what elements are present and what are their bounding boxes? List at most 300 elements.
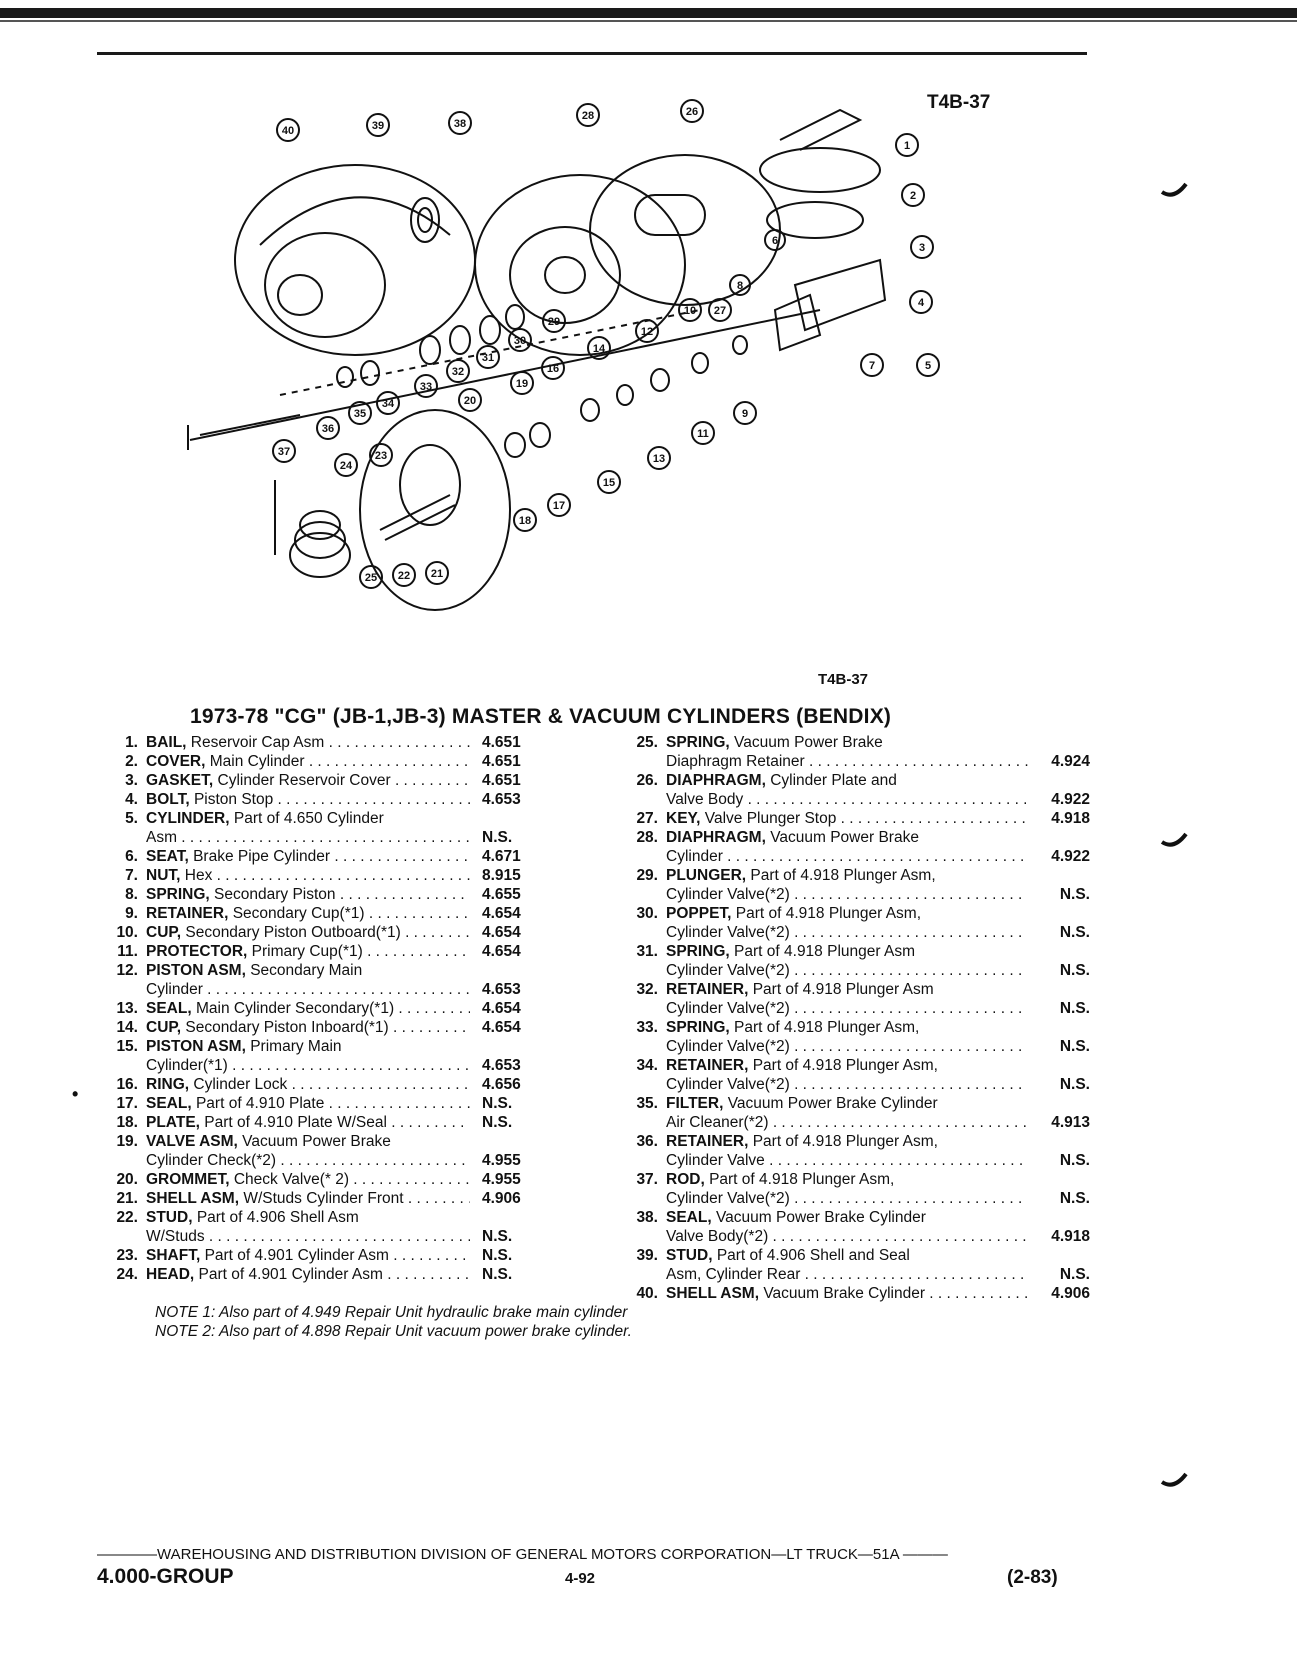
- part-desc-text: W/Studs: [146, 1228, 205, 1245]
- group-number: 4.906: [1051, 1285, 1090, 1302]
- part-desc-text: Secondary Main: [250, 962, 363, 979]
- part-number: [612, 1265, 666, 1284]
- part-row: [612, 999, 1090, 1018]
- margin-tick-mark: [1160, 832, 1188, 850]
- part-row: [92, 828, 562, 847]
- part-name: PISTON ASM,: [146, 1038, 246, 1055]
- part-number: [92, 980, 146, 999]
- callout-2: 2: [909, 190, 917, 202]
- group-number: N.S.: [1059, 886, 1090, 903]
- exploded-diagram: [180, 95, 1030, 650]
- part-row: [92, 1227, 562, 1246]
- part-number: 12.: [116, 962, 138, 979]
- part-name: FILTER,: [666, 1095, 724, 1112]
- group-number: N.S.: [1059, 924, 1090, 941]
- part-row: [612, 1246, 1090, 1265]
- part-description: [146, 942, 470, 961]
- part-row: [92, 847, 562, 866]
- note-1: NOTE 1: Also part of 4.949 Repair Unit hydraulic brake main cylinder: [155, 1304, 628, 1321]
- page-title: 1973-78 "CG" (JB-1,JB-3) MASTER & VACUUM CYLINDERS (BENDIX): [190, 705, 892, 728]
- part-description: [146, 1265, 470, 1284]
- group-number: 4.651: [482, 772, 521, 789]
- part-row: [612, 1132, 1090, 1151]
- group-number: 4.918: [1051, 810, 1090, 827]
- part-description: [666, 1227, 1028, 1246]
- part-row: [612, 1018, 1090, 1037]
- callout-22: 22: [397, 570, 411, 582]
- part-name: BAIL,: [146, 734, 187, 751]
- part-number: 5.: [125, 810, 138, 827]
- part-row: [612, 942, 1090, 961]
- group-number: 4.922: [1051, 791, 1090, 808]
- part-row: [612, 1113, 1090, 1132]
- part-name: POPPET,: [666, 905, 732, 922]
- callout-7: 7: [868, 360, 876, 372]
- part-desc-text: Piston Stop: [193, 791, 274, 808]
- top-border: [0, 8, 1297, 18]
- part-row: [92, 885, 562, 904]
- callout-16: 16: [546, 363, 560, 375]
- callout-26: 26: [685, 106, 699, 118]
- part-description: [666, 999, 1028, 1018]
- callout-39: 39: [371, 120, 385, 132]
- part-name: SPRING,: [666, 1019, 730, 1036]
- part-number: [612, 1227, 666, 1246]
- note-2: NOTE 2: Also part of 4.898 Repair Unit vacuum power brake cylinder.: [155, 1323, 632, 1340]
- part-number: 9.: [125, 905, 138, 922]
- group-number: [1028, 1094, 1090, 1113]
- part-desc-text: Part of 4.918 Plunger Asm: [752, 981, 934, 998]
- part-row: [612, 733, 1090, 752]
- callout-18: 18: [518, 515, 532, 527]
- part-row: [612, 1227, 1090, 1246]
- part-row: [92, 771, 562, 790]
- group-number: [1028, 1132, 1090, 1151]
- part-description: [146, 904, 470, 923]
- part-row: [92, 1208, 562, 1227]
- group-number: 4.651: [482, 734, 521, 751]
- parts-list-right: [612, 733, 1090, 1303]
- part-row: [92, 733, 562, 752]
- part-description: [666, 980, 1028, 999]
- top-border-thin: [0, 20, 1297, 22]
- group-number: 4.655: [482, 886, 521, 903]
- part-desc-text: Cylinder Valve(*2): [666, 962, 790, 979]
- part-name: SEAL,: [146, 1000, 192, 1017]
- part-description: [666, 961, 1028, 980]
- part-desc-text: Secondary Piston Outboard(*1): [185, 924, 401, 941]
- part-number: [612, 885, 666, 904]
- callout-23: 23: [374, 450, 388, 462]
- part-description: [666, 942, 1028, 961]
- callout-21: 21: [430, 568, 444, 580]
- part-desc-text: Part of 4.901 Cylinder Asm: [198, 1266, 383, 1283]
- callout-35: 35: [353, 408, 367, 420]
- part-desc-text: Vacuum Brake Cylinder: [763, 1285, 925, 1302]
- callout-40: 40: [281, 125, 295, 137]
- part-description: [666, 1037, 1028, 1056]
- group-number: N.S.: [1059, 1000, 1090, 1017]
- part-number: 7.: [125, 867, 138, 884]
- part-desc-text: Part of 4.910 Plate: [195, 1095, 325, 1112]
- part-row: [92, 904, 562, 923]
- part-number: 38.: [636, 1209, 658, 1226]
- part-name: CUP,: [146, 924, 182, 941]
- part-number: 2.: [125, 753, 138, 770]
- part-row: [612, 1094, 1090, 1113]
- group-number: N.S.: [482, 1228, 513, 1245]
- group-number: 4.653: [482, 1057, 521, 1074]
- part-desc-text: Asm: [146, 829, 177, 846]
- part-number: 26.: [636, 772, 658, 789]
- part-row: [92, 1113, 562, 1132]
- part-description: [146, 733, 470, 752]
- part-description: [666, 809, 1028, 828]
- part-description: [666, 1189, 1028, 1208]
- part-name: STUD,: [666, 1247, 713, 1264]
- part-name: SPRING,: [146, 886, 210, 903]
- part-desc-text: Part of 4.650 Cylinder: [233, 810, 384, 827]
- part-name: GASKET,: [146, 772, 214, 789]
- part-name: HEAD,: [146, 1266, 195, 1283]
- part-name: DIAPHRAGM,: [666, 772, 766, 789]
- part-description: [146, 752, 470, 771]
- group-number: [1028, 866, 1090, 885]
- part-desc-text: Reservoir Cap Asm: [190, 734, 325, 751]
- group-number: [1028, 733, 1090, 752]
- group-number: 4.654: [482, 1019, 521, 1036]
- part-description: [666, 847, 1028, 866]
- part-name: PLUNGER,: [666, 867, 747, 884]
- callout-11: 11: [697, 428, 709, 440]
- part-name: CYLINDER,: [146, 810, 230, 827]
- part-desc-text: Part of 4.918 Plunger Asm,: [735, 905, 922, 922]
- part-row: [92, 1056, 562, 1075]
- part-description: [146, 999, 470, 1018]
- part-number: [612, 1075, 666, 1094]
- part-description: [146, 1018, 470, 1037]
- group-number: 4.924: [1051, 753, 1090, 770]
- group-number: N.S.: [1059, 1038, 1090, 1055]
- part-description: [666, 1151, 1028, 1170]
- callout-3: 3: [918, 242, 926, 254]
- group-number: N.S.: [1059, 962, 1090, 979]
- part-desc-text: Valve Plunger Stop: [704, 810, 837, 827]
- part-number: [612, 923, 666, 942]
- part-row: [612, 828, 1090, 847]
- part-number: 16.: [116, 1076, 138, 1093]
- part-description: [666, 866, 1028, 885]
- part-description: [146, 1113, 470, 1132]
- callout-1: 1: [903, 140, 911, 152]
- callout-4: 4: [917, 297, 925, 309]
- group-number: 8.915: [482, 867, 521, 884]
- part-number: [612, 1151, 666, 1170]
- part-row: [612, 809, 1090, 828]
- group-number: 4.651: [482, 753, 521, 770]
- margin-tick-mark: [1160, 182, 1188, 200]
- figure-label-top: T4B-37: [927, 92, 991, 113]
- part-row: [612, 1170, 1090, 1189]
- part-row: [92, 1151, 562, 1170]
- part-row: [92, 790, 562, 809]
- part-row: [92, 999, 562, 1018]
- part-desc-text: Part of 4.901 Cylinder Asm: [204, 1247, 389, 1264]
- part-desc-text: Cylinder: [146, 981, 203, 998]
- part-number: 22.: [116, 1209, 138, 1226]
- part-description: [146, 1037, 470, 1056]
- part-desc-text: Main Cylinder: [209, 753, 305, 770]
- callout-29: 29: [547, 316, 561, 328]
- part-name: STUD,: [146, 1209, 193, 1226]
- part-desc-text: Part of 4.918 Plunger Asm,: [752, 1057, 938, 1074]
- part-number: [612, 1189, 666, 1208]
- callout-31: 31: [481, 352, 495, 364]
- part-number: 29.: [636, 867, 658, 884]
- callout-25: 25: [364, 572, 378, 584]
- part-description: [666, 885, 1028, 904]
- group-number: [470, 1037, 562, 1056]
- part-name: DIAPHRAGM,: [666, 829, 766, 846]
- part-description: [146, 885, 470, 904]
- part-number: 34.: [636, 1057, 658, 1074]
- part-desc-text: Part of 4.918 Plunger Asm,: [709, 1171, 895, 1188]
- part-desc-text: Check Valve(* 2): [233, 1171, 349, 1188]
- part-number: 37.: [636, 1171, 658, 1188]
- group-number: [1028, 980, 1090, 999]
- part-description: [146, 923, 470, 942]
- group-number: [1028, 904, 1090, 923]
- part-description: [146, 1075, 470, 1094]
- part-number: [612, 961, 666, 980]
- part-number: [612, 752, 666, 771]
- part-description: [146, 1056, 470, 1075]
- part-name: SPRING,: [666, 943, 730, 960]
- part-name: RETAINER,: [666, 981, 749, 998]
- part-desc-text: Part of 4.906 Shell and Seal: [716, 1247, 910, 1264]
- part-row: [92, 1075, 562, 1094]
- part-desc-text: Part of 4.918 Plunger Asm,: [750, 867, 936, 884]
- part-name: SHELL ASM,: [666, 1285, 760, 1302]
- part-description: [146, 1189, 470, 1208]
- group-number: 4.654: [482, 905, 521, 922]
- callout-30: 30: [513, 335, 527, 347]
- part-name: ROD,: [666, 1171, 705, 1188]
- part-desc-text: W/Studs Cylinder Front: [243, 1190, 404, 1207]
- part-desc-text: Cylinder Valve(*2): [666, 1000, 790, 1017]
- part-desc-text: Brake Pipe Cylinder: [193, 848, 331, 865]
- part-desc-text: Vacuum Power Brake: [770, 829, 919, 846]
- part-description: [146, 1170, 470, 1189]
- part-row: [612, 1208, 1090, 1227]
- part-number: 35.: [636, 1095, 658, 1112]
- part-name: SEAT,: [146, 848, 189, 865]
- callout-15: 15: [602, 477, 616, 489]
- part-row: [92, 752, 562, 771]
- part-desc-text: Cylinder Valve(*2): [666, 1076, 790, 1093]
- part-number: 6.: [125, 848, 138, 865]
- part-desc-text: Secondary Cup(*1): [232, 905, 365, 922]
- part-number: 27.: [636, 810, 658, 827]
- part-row: [92, 809, 562, 828]
- part-number: 10.: [116, 924, 138, 941]
- part-description: [146, 828, 470, 847]
- part-number: [92, 828, 146, 847]
- part-description: [146, 847, 470, 866]
- part-row: [92, 980, 562, 999]
- part-description: [146, 1151, 470, 1170]
- part-description: [146, 961, 470, 980]
- part-name: SEAL,: [146, 1095, 192, 1112]
- part-number: 3.: [125, 772, 138, 789]
- part-desc-text: Part of 4.910 Plate W/Seal: [204, 1114, 387, 1131]
- callout-28: 28: [581, 110, 595, 122]
- part-row: [92, 1094, 562, 1113]
- part-number: [612, 790, 666, 809]
- part-desc-text: Vacuum Power Brake Cylinder: [715, 1209, 926, 1226]
- group-number: [1028, 1170, 1090, 1189]
- callout-34: 34: [381, 398, 395, 410]
- part-number: 21.: [116, 1190, 138, 1207]
- part-row: [612, 885, 1090, 904]
- part-row: [612, 923, 1090, 942]
- part-desc-text: Valve Body(*2): [666, 1228, 769, 1245]
- part-desc-text: Cylinder Valve(*2): [666, 924, 790, 941]
- part-number: [92, 1056, 146, 1075]
- parts-list-left: [92, 733, 562, 1284]
- part-number: [612, 1037, 666, 1056]
- part-description: [146, 866, 470, 885]
- part-description: [666, 828, 1028, 847]
- part-description: [146, 1246, 470, 1265]
- group-number: N.S.: [1059, 1076, 1090, 1093]
- group-number: [470, 1208, 562, 1227]
- group-number: 4.922: [1051, 848, 1090, 865]
- part-desc-text: Cylinder(*1): [146, 1057, 228, 1074]
- group-number: [1028, 1056, 1090, 1075]
- part-number: 31.: [636, 943, 658, 960]
- part-number: 8.: [125, 886, 138, 903]
- group-number: N.S.: [1059, 1190, 1090, 1207]
- part-number: 24.: [116, 1266, 138, 1283]
- part-number: 32.: [636, 981, 658, 998]
- part-desc-text: Cylinder Valve(*2): [666, 886, 790, 903]
- part-number: [92, 1227, 146, 1246]
- part-number: 36.: [636, 1133, 658, 1150]
- callout-38: 38: [453, 118, 467, 130]
- callout-13: 13: [652, 453, 666, 465]
- part-desc-text: Asm, Cylinder Rear: [666, 1266, 801, 1283]
- part-row: [612, 1151, 1090, 1170]
- part-description: [666, 1265, 1028, 1284]
- part-row: [612, 790, 1090, 809]
- group-number: 4.918: [1051, 1228, 1090, 1245]
- group-number: N.S.: [482, 829, 513, 846]
- footer-group: 4.000-GROUP: [97, 1565, 234, 1588]
- part-number: [612, 847, 666, 866]
- part-number: 19.: [116, 1133, 138, 1150]
- part-description: [666, 1208, 1028, 1227]
- part-row: [612, 1075, 1090, 1094]
- part-desc-text: Main Cylinder Secondary(*1): [195, 1000, 395, 1017]
- part-desc-text: Part of 4.906 Shell Asm: [196, 1209, 359, 1226]
- callout-19: 19: [515, 378, 529, 390]
- part-desc-text: Vacuum Power Brake Cylinder: [727, 1095, 938, 1112]
- part-name: PROTECTOR,: [146, 943, 248, 960]
- part-name: RETAINER,: [666, 1133, 749, 1150]
- group-number: [470, 961, 562, 980]
- group-number: 4.671: [482, 848, 521, 865]
- part-description: [146, 980, 470, 999]
- group-number: 4.653: [482, 981, 521, 998]
- part-description: [666, 923, 1028, 942]
- part-row: [612, 866, 1090, 885]
- group-number: 4.955: [482, 1152, 521, 1169]
- header-rule: [97, 52, 1087, 55]
- callout-27: 27: [713, 305, 727, 317]
- part-row: [92, 1189, 562, 1208]
- part-name: GROMMET,: [146, 1171, 230, 1188]
- callout-10: 10: [683, 305, 697, 317]
- callout-8: 8: [736, 280, 744, 292]
- part-row: [92, 961, 562, 980]
- callout-6: 6: [771, 235, 779, 247]
- part-desc-text: Cylinder Valve(*2): [666, 1190, 790, 1207]
- part-name: CUP,: [146, 1019, 182, 1036]
- part-description: [666, 1113, 1028, 1132]
- part-name: PISTON ASM,: [146, 962, 246, 979]
- part-number: 28.: [636, 829, 658, 846]
- group-number: N.S.: [482, 1247, 513, 1264]
- part-number: [612, 999, 666, 1018]
- callout-37: 37: [277, 446, 291, 458]
- callout-24: 24: [339, 460, 353, 472]
- part-desc-text: Cylinder Reservoir Cover: [217, 772, 391, 789]
- group-number: [1028, 1246, 1090, 1265]
- part-row: [612, 847, 1090, 866]
- part-row: [92, 1170, 562, 1189]
- group-number: 4.906: [482, 1190, 521, 1207]
- part-number: 13.: [116, 1000, 138, 1017]
- part-number: 30.: [636, 905, 658, 922]
- part-row: [92, 1132, 562, 1151]
- group-number: [470, 809, 562, 828]
- part-desc-text: Air Cleaner(*2): [666, 1114, 769, 1131]
- group-number: 4.654: [482, 924, 521, 941]
- footer-publisher-line: ————WAREHOUSING AND DISTRIBUTION DIVISION OF GENERAL MOTORS CORPORATION—LT TRUCK—51A ———: [97, 1546, 948, 1563]
- part-row: [612, 904, 1090, 923]
- callout-33: 33: [419, 381, 433, 393]
- group-number: [1028, 1208, 1090, 1227]
- group-number: N.S.: [1059, 1266, 1090, 1283]
- part-description: [666, 771, 1028, 790]
- part-row: [612, 980, 1090, 999]
- part-number: 11.: [117, 943, 138, 960]
- figure-label-bottom: T4B-37: [818, 671, 869, 688]
- part-row: [92, 866, 562, 885]
- part-desc-text: Part of 4.918 Plunger Asm,: [752, 1133, 938, 1150]
- part-row: [92, 1018, 562, 1037]
- callout-9: 9: [741, 408, 749, 420]
- part-description: [666, 1284, 1028, 1303]
- part-row: [612, 1056, 1090, 1075]
- part-description: [666, 904, 1028, 923]
- callout-14: 14: [592, 343, 606, 355]
- part-row: [92, 1265, 562, 1284]
- part-description: [666, 1132, 1028, 1151]
- part-number: 15.: [116, 1038, 138, 1055]
- part-row: [612, 1284, 1090, 1303]
